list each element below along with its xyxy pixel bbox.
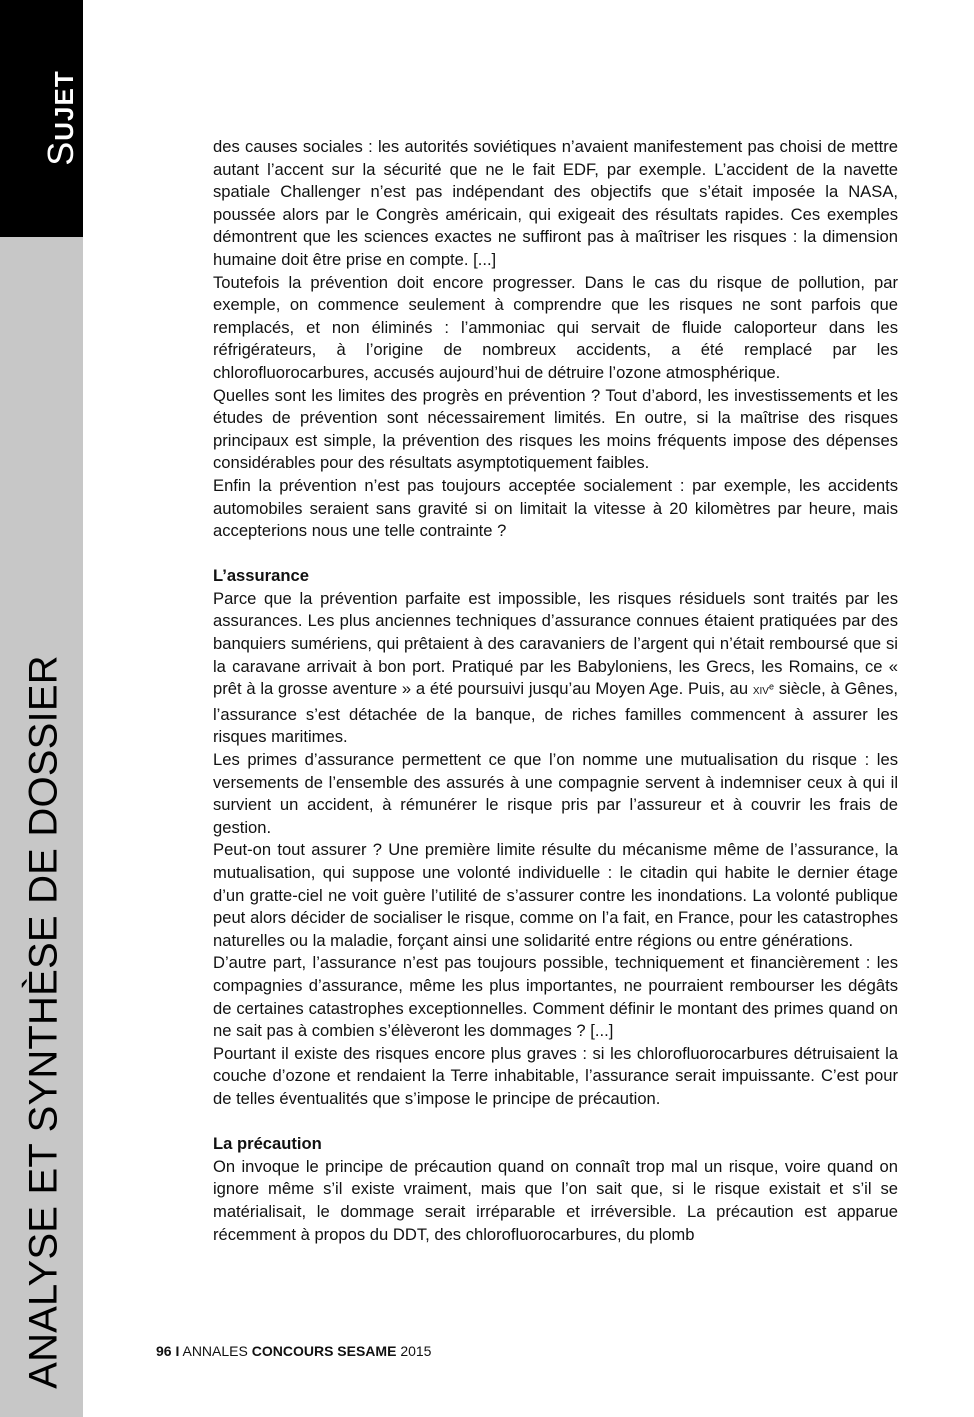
spacer <box>213 543 898 566</box>
paragraph: des causes sociales : les autorités soviétiques n’avaient manifestement pas choisi de mettre autant l’accent sur la sécurité que ne le fait EDF, par exemple. L’accident de la navette spatiale Challenger n’est pas indépendant des objectifs que s’était imposée la NASA, poussée alors par le Congrès américain, qui exigeait des résultats rapides. Ces exemples démontrent que les sciences exactes ne suffiront pas à maîtriser les risques : la dimension humaine doit être prise en compte. [...] <box>213 137 898 269</box>
paragraph: Les primes d’assurance permettent ce que l’on nomme une mutualisation du risque : les versements de l’ensemble des assurés à une compagnie servent à indemniser ceux à qui il survient un accident, à rémunérer le risque pris par l’assureur et à couvrir les frais de gestion. <box>213 750 898 837</box>
paragraph: Peut-on tout assurer ? Une première limite résulte du mécanisme même de l’assurance, la mutualisation, qui suppose une volonté individuelle : le citadin qui habite le dernier étage d’un gratte-ciel ne voit guère l’utilité de s’assurer contre les inondations. La volonté publique peut alors décider de socialiser le risque, comme on l’a fait, en France, pour les catastrophes naturelles ou la maladie, forçant ainsi une solidarité entre régions ou entre générations. <box>213 840 898 950</box>
sidebar <box>0 0 83 1417</box>
century-suffix: e <box>768 681 774 692</box>
footer-concours: CONCOURS SESAME <box>251 1343 397 1359</box>
paragraph: Toutefois la prévention doit encore progresser. Dans le cas du risque de pollution, par exemple, on commence seulement à comprendre que les risques ne sont parfois que remplacés, et non éliminés : l’ammoniac qui servait de fluide caloporteur dans les réfrigérateurs, à l’origine de nombreux accidents, a été remplacé par les chlorofluorocarbures, accusés aujourd’hui de détruire l’ozone atmosphérique. <box>213 272 898 382</box>
section-label <box>40 70 82 165</box>
footer-annales: ANNALES <box>182 1343 248 1359</box>
paragraph: Pourtant il existe des risques encore plus graves : si les chlorofluorocarbures détruisaient la couche d’ozone et rendaient la Terre inhabitable, l’assurance serait impuissante. C’est pour de telles éventualités que s’impose le principe de précaution. <box>213 1043 898 1108</box>
page-footer <box>156 1343 431 1359</box>
spacer <box>213 1111 898 1134</box>
paragraph: On invoque le principe de précaution quand on connaît trop mal un risque, voire quand on ignore même s’il existe vraiment, mais que l’on sait que, si le risque existait et s’il se matérialisait, le dommage serait irréparable et irréversible. La précaution est apparue récemment à propos du DDT, des chlorofluorocarbures, du plomb <box>213 1156 898 1244</box>
section-label-rest: UJET <box>49 70 79 141</box>
section-heading-assurance: L’assurance <box>213 566 309 586</box>
text-run: Parce que la prévention parfaite est impossible, les risques résiduels sont traités par les assurances. Les plus anciennes techniques d’assurance connues étaient pratiquées par des banquiers sumériens, qui prêtaient à des caravaniers de l’argent qui n’était remboursé que si la caravane arrivait à bon port. Pratiqué par les Babyloniens, les Grecs, les Romains, ce « prêt à la grosse aventure » a été poursuivi jusqu’au Moyen Age. Puis, au <box>213 588 898 699</box>
paragraph <box>213 588 898 749</box>
footer-separator: I <box>175 1343 180 1359</box>
century-roman: XIV <box>752 686 769 698</box>
article-body <box>213 136 898 1246</box>
footer-year: 2015 <box>400 1343 432 1359</box>
section-tab <box>0 0 83 237</box>
vertical-section-title: ANALYSE ET SYNTHÈSE DE DOSSIER <box>21 655 66 1389</box>
section-heading-precaution: La précaution <box>213 1134 322 1154</box>
paragraph: D’autre part, l’assurance n’est pas toujours possible, techniquement et financièrement : les compagnies d’assurance, même les plus importantes, ne pourraient rembourser les dégâts de certaines catastrophes exceptionnelles. Comment définir le montant des primes quand on ne sait pas à combien s’élèveront les dommages ? [...] <box>213 953 898 1041</box>
section-label-initial: S <box>40 140 81 166</box>
century-numeral <box>752 681 774 698</box>
page-number: 96 <box>156 1343 172 1359</box>
paragraph: Quelles sont les limites des progrès en prévention ? Tout d’abord, les investissements et les études de prévention sont nécessairement limités. En outre, si la maîtrise des risques principaux est simple, la prévention des risques les moins fréquents impose des dépenses considérables pour des résultats asymptotiquement faibles. <box>213 385 898 473</box>
paragraph: Enfin la prévention n’est pas toujours acceptée socialement : par exemple, les accidents automobiles seraient sans gravité si on limitait la vitesse à 20 kilomètres par heure, mais accepterions nous une telle contrainte ? <box>213 475 898 541</box>
text-run: siècle, à Gênes, l’assurance s’est détachée de la banque, de riches familles commencent à assurer les risques maritimes. <box>213 679 898 747</box>
